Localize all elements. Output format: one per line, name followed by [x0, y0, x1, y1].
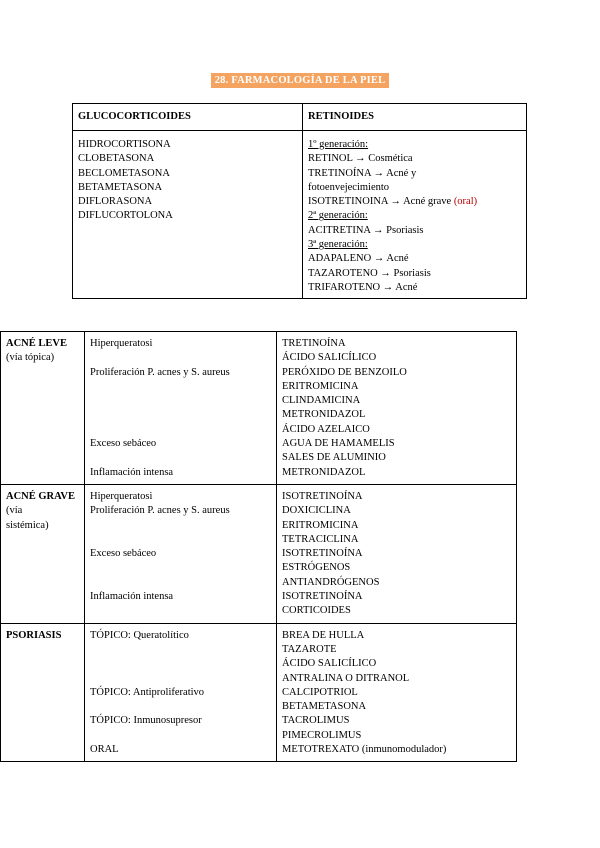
header-retinoides: RETINOIDES	[303, 104, 527, 131]
drug-item: TRETINOÍNA	[282, 338, 346, 349]
category-cell	[1, 332, 85, 485]
oral-note: (oral)	[453, 196, 478, 208]
indication: ORAL	[90, 744, 119, 756]
list-item: CLOBETASONA	[78, 153, 155, 165]
drug-item: DOXICICLINA	[282, 505, 351, 517]
category-title: ACNÉ LEVE	[6, 338, 67, 349]
header-glucocorticoides: GLUCOCORTICOIDES	[73, 104, 303, 131]
drug-item: ANTIANDRÓGENOS	[282, 576, 380, 588]
list-item: TAZAROTENO → Psoriasis	[308, 267, 431, 279]
indication: TÓPICO: Antiproliferativo	[90, 686, 205, 698]
drug-cell	[277, 623, 517, 762]
list-item: ADAPALENO → Acné	[308, 253, 409, 265]
list-item: BECLOMETASONA	[78, 167, 170, 179]
drug-item: METOTREXATO (inmunomodulador)	[282, 744, 447, 756]
drug-item: ÁCIDO AZELAICO	[282, 423, 370, 435]
indication: TÓPICO: Queratolítico	[90, 629, 189, 641]
table-row	[1, 623, 517, 762]
drug-item: METRONIDAZOL	[282, 466, 366, 478]
drug-item: TACROLIMUS	[282, 715, 350, 727]
drug-item: METRONIDAZOL	[282, 409, 366, 421]
list-item: DIFLORASONA	[78, 196, 153, 208]
retinoides-cell	[303, 131, 527, 299]
indication: Proliferación P. acnes y S. aureus	[90, 505, 230, 517]
category-cell	[1, 623, 85, 762]
category-subtitle: (vía tópica)	[6, 352, 55, 364]
indication: Proliferación P. acnes y S. aureus	[90, 366, 230, 378]
indication: Hiperqueratosi	[90, 490, 153, 502]
corticoides-retinoides-table	[72, 103, 527, 299]
list-item: ACITRETINA → Psoriasis	[308, 224, 424, 236]
category-title: ACNÉ GRAVE	[6, 490, 75, 502]
indication-cell	[85, 332, 277, 485]
generation-heading: 3ª generación:	[308, 239, 368, 251]
drug-cell	[277, 332, 517, 485]
drug-item: BETAMETASONA	[282, 701, 367, 713]
drug-item: CLINDAMICINA	[282, 395, 361, 407]
list-item: DIFLUCORTOLONA	[78, 210, 173, 222]
category-cell	[1, 484, 85, 623]
list-item: TRIFAROTENO → Acné	[308, 281, 418, 293]
drug-item: PERÓXIDO DE BENZOILO	[282, 366, 407, 378]
indication: Hiperqueratosi	[90, 338, 153, 349]
list-item: fotoenvejecimiento	[308, 181, 390, 193]
drug-item: ISOTRETINOÍNA	[282, 591, 363, 603]
isotretinoina-text: ISOTRETINOINA → Acné grave	[308, 196, 452, 208]
drug-item: ANTRALINA O DITRANOL	[282, 672, 410, 684]
indication: Inflamación intensa	[90, 591, 174, 603]
drug-item: ÁCIDO SALICÍLICO	[282, 352, 377, 364]
drug-item: ERITROMICINA	[282, 380, 359, 392]
drug-item: ISOTRETINOÍNA	[282, 548, 363, 560]
drug-item: CORTICOIDES	[282, 605, 351, 617]
drug-item: ERITROMICINA	[282, 519, 359, 531]
indication-cell	[85, 484, 277, 623]
list-item: HIDROCORTISONA	[78, 139, 171, 150]
indication-cell	[85, 623, 277, 762]
list-item: TRETINOÍNA → Acné y	[308, 167, 417, 179]
drug-item: ÁCIDO SALICÍLICO	[282, 658, 377, 670]
indication: Exceso sebáceo	[90, 438, 157, 450]
generation-heading: 1º generación:	[308, 139, 369, 150]
drug-cell	[277, 484, 517, 623]
table-row	[1, 484, 517, 623]
drug-item: SALES DE ALUMINIO	[282, 452, 386, 464]
list-item: RETINOL → Cosmética	[308, 153, 413, 165]
drug-item: AGUA DE HAMAMELIS	[282, 438, 395, 450]
list-item: BETAMETASONA	[78, 181, 163, 193]
generation-heading: 2ª generación:	[308, 210, 368, 222]
page-title: 28. FARMACOLOGÍA DE LA PIEL	[211, 73, 389, 88]
indication: Inflamación intensa	[90, 466, 174, 478]
drug-item: ISOTRETINOÍNA	[282, 490, 363, 502]
drug-item: ESTRÓGENOS	[282, 562, 351, 574]
indication: Exceso sebáceo	[90, 548, 157, 560]
drug-item: CALCIPOTRIOL	[282, 686, 358, 698]
drug-item: TAZAROTE	[282, 643, 337, 655]
list-item	[308, 195, 521, 209]
drug-item: BREA DE HULLA	[282, 629, 365, 641]
category-title: PSORIASIS	[6, 629, 62, 641]
category-subtitle: (vía	[6, 505, 23, 517]
drug-item: PIMECROLIMUS	[282, 729, 362, 741]
indication: TÓPICO: Inmunosupresor	[90, 715, 202, 727]
table-row	[1, 332, 517, 485]
glucocorticoides-cell	[73, 131, 303, 299]
category-subtitle: sistémica)	[6, 519, 49, 531]
drug-item: TETRACICLINA	[282, 533, 359, 545]
treatment-table	[0, 331, 517, 762]
